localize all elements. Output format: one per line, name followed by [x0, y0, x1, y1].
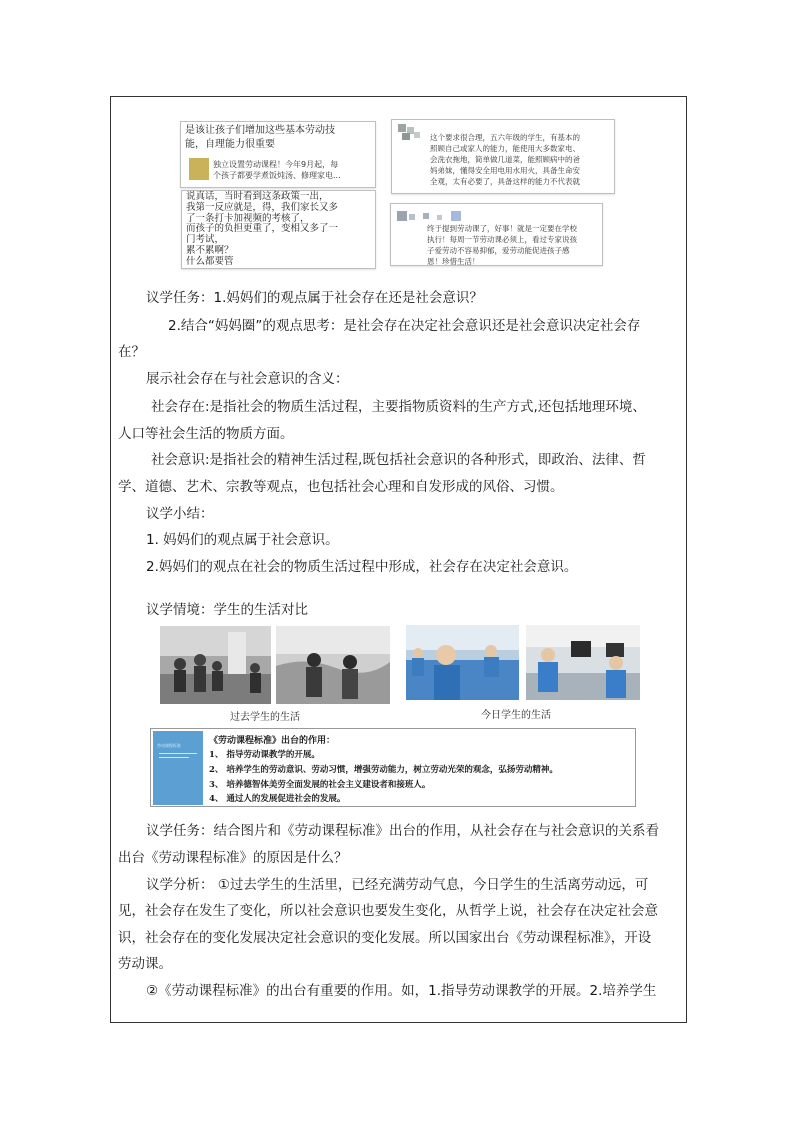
task-3-line-1: 议学任务：结合图片和《劳动课程标准》出台的作用，从社会存在与社会意识的关系看 — [146, 823, 659, 839]
today-students-photo-1 — [406, 625, 519, 700]
task-1: 议学任务：1.妈妈们的观点属于社会存在还是社会意识？ — [146, 290, 483, 306]
caption-past: 过去学生的生活 — [230, 712, 300, 723]
task-3-line-2: 出台《劳动课程标准》的原因是什么？ — [118, 850, 348, 866]
comment-body: 终于提到劳动课了，好事！就是一定要在学校 执行！每周一节劳动课必须上，看过专家说孩 子爱劳动不容易抑郁，爱劳动能促进孩子感 恩！珍惜生活！ — [427, 224, 577, 266]
comment-card-3 — [391, 119, 615, 194]
existence-def-line-1: 社会存在:是指社会的物质生活过程，主要指物质资料的生产方式,还包括地理环境、 — [151, 399, 646, 415]
scene-heading: 议学情境：学生的生活对比 — [146, 602, 308, 618]
comment-subtext: 个孩子都要学煮饭炖汤、修理家电... — [213, 171, 341, 180]
thumbnail-image — [189, 158, 209, 180]
analysis-line-2: 见，社会存在发生了变化，所以社会意识也要发生变化，从哲学上说，社会存在决定社会意 — [118, 903, 658, 919]
standard-box — [150, 728, 636, 807]
summary-item-1: 1. 妈妈们的观点属于社会意识。 — [146, 532, 339, 548]
analysis-line-3: 识，社会存在的变化发展决定社会意识的变化发展。所以国家出台《劳动课程标准》，开设 — [118, 930, 652, 946]
summary-item-2: 2.妈妈们的观点在社会的物质生活过程中形成，社会存在决定社会意识。 — [146, 559, 578, 575]
caption-today: 今日学生的生活 — [481, 710, 551, 721]
comment-subtext: 独立设置劳动课程！今年9月起，每 — [213, 160, 339, 169]
comment-body: 说真话，当时看到这条政策一出， 我第一反应就是，得，我们家长又多 了一条打卡加视频的考核了， 而孩子的负担更重了，变相又多了一 门考试， 累不累啊？ 什么都要管 — [186, 191, 339, 267]
consciousness-def-line-2: 学、道德、艺术、宗教等观点，也包括社会心理和自发形成的风俗、习惯。 — [118, 479, 564, 495]
analysis-line-4: 劳动课。 — [118, 956, 172, 972]
summary-title: 议学小结： — [146, 506, 214, 522]
standard-item-3: 3、 培养德智体美劳全面发展的社会主义建设者和接班人。 — [209, 780, 431, 790]
comment-card-4 — [390, 203, 603, 266]
comment-text: 能，自理能力很重要 — [185, 139, 275, 150]
past-students-photo-1 — [160, 626, 271, 704]
standard-item-2: 2、 培养学生的劳动意识、劳动习惯，增强劳动能力，树立劳动光荣的观念，弘扬劳动精神。 — [209, 765, 558, 775]
standard-item-4: 4、 通过人的发展促进社会的发展。 — [209, 794, 346, 804]
standard-title: 《劳动课程标准》出台的作用： — [209, 736, 336, 746]
show-heading: 展示社会存在与社会意识的含义： — [146, 371, 349, 387]
task-2-line-1: 2.结合“妈妈圈”的观点思考：是社会存在决定社会意识还是社会意识决定社会存 — [168, 318, 641, 334]
comment-body: 这个要求很合理，五六年级的学生，有基本的 照顾自己或家人的能力，能使用大多数家电、 会洗衣拖地，简单做几道菜，能照顾病中的爸 妈弟妹，懂得安全用电用水用火，具备生命安 全观，太有必要了，具备这样的能力不代表就 — [430, 133, 580, 186]
consciousness-def-line-1: 社会意识:是指社会的精神生活过程,既包括社会意识的各种形式，即政治、法律、哲 — [151, 452, 646, 468]
analysis-line-1: 议学分析： ①过去学生的生活里，已经充满劳动气息，今日学生的生活离劳动远，可 — [146, 877, 649, 893]
comment-card-1 — [180, 121, 376, 188]
existence-def-line-2: 人口等社会生活的物质方面。 — [118, 426, 294, 442]
standard-book-cover — [153, 731, 203, 805]
past-students-photo-2 — [276, 626, 390, 704]
task-2-line-2: 在？ — [118, 344, 145, 360]
comment-card-2 — [181, 190, 376, 269]
comment-text: 是该让孩子们增加这些基本劳动技 — [185, 125, 335, 136]
blurred-avatar — [398, 124, 424, 142]
today-students-photo-2 — [526, 625, 640, 700]
blurred-username — [397, 209, 487, 223]
analysis-line-5: ②《劳动课程标准》的出台有重要的作用。如，1.指导劳动课教学的开展。2.培养学生 — [146, 983, 657, 999]
standard-item-1: 1、 指导劳动课教学的开展。 — [209, 750, 320, 760]
book-title: 劳动课程标准 — [157, 743, 181, 748]
